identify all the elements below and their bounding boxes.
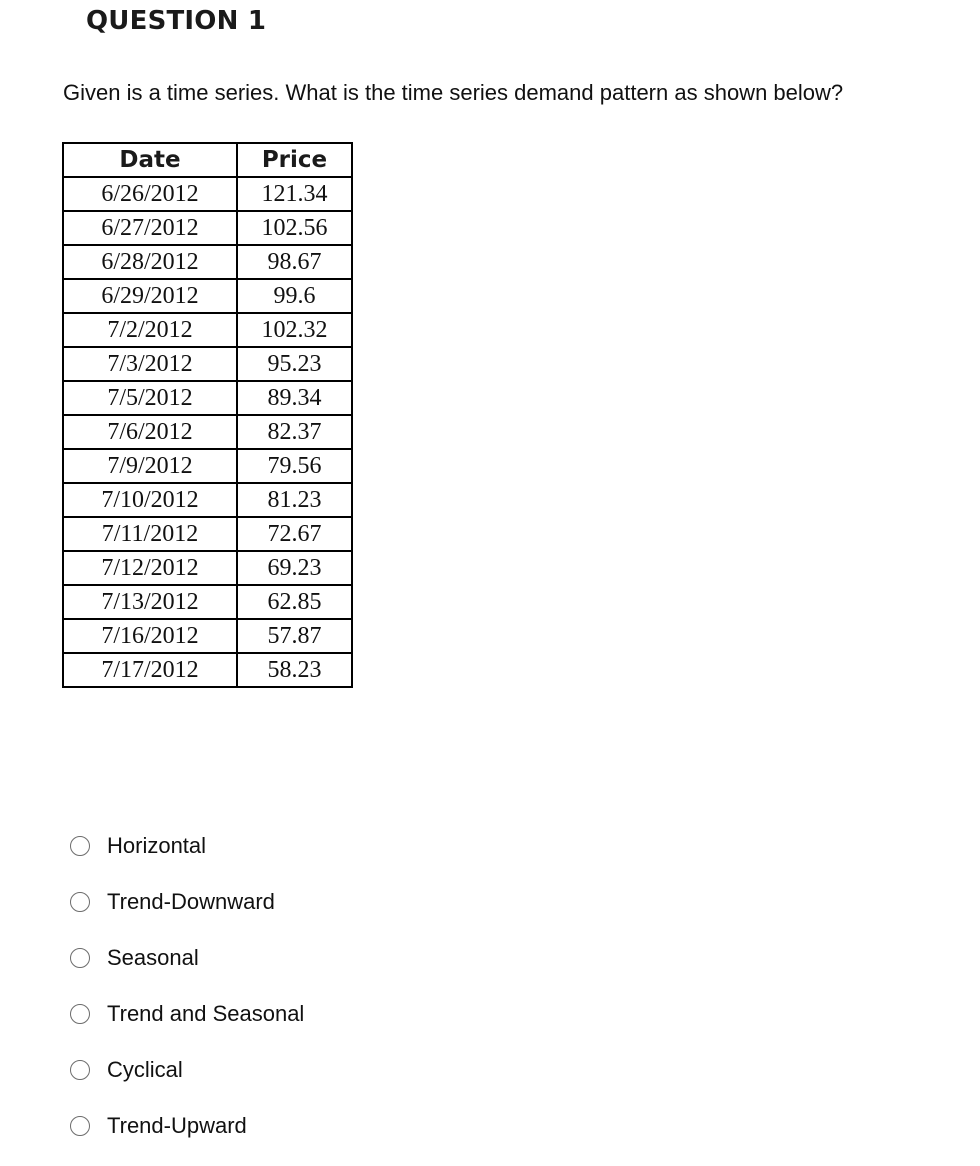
price-cell: 62.85 [237, 585, 352, 619]
radio-button[interactable] [70, 1060, 90, 1080]
price-cell: 57.87 [237, 619, 352, 653]
date-cell: 6/27/2012 [63, 211, 237, 245]
table-row [63, 449, 352, 483]
table-row [63, 483, 352, 517]
table-row [63, 313, 352, 347]
price-cell: 81.23 [237, 483, 352, 517]
price-cell: 102.32 [237, 313, 352, 347]
option-label[interactable]: Trend-Upward [107, 1113, 247, 1138]
price-cell: 82.37 [237, 415, 352, 449]
radio-button[interactable] [70, 892, 90, 912]
date-cell: 6/26/2012 [63, 177, 237, 211]
radio-button[interactable] [70, 1116, 90, 1136]
option-trend-upward[interactable] [70, 1098, 304, 1154]
question-title: QUESTION 1 [86, 6, 267, 36]
date-cell: 7/16/2012 [63, 619, 237, 653]
date-cell: 7/3/2012 [63, 347, 237, 381]
table-row [63, 381, 352, 415]
table-row [63, 585, 352, 619]
price-cell: 95.23 [237, 347, 352, 381]
option-seasonal[interactable] [70, 930, 304, 986]
table-row [63, 177, 352, 211]
date-cell: 7/12/2012 [63, 551, 237, 585]
price-column-header: Price [237, 143, 352, 177]
price-cell: 79.56 [237, 449, 352, 483]
time-series-table [62, 142, 353, 688]
table-row [63, 347, 352, 381]
option-label[interactable]: Seasonal [107, 945, 199, 970]
table-row [63, 517, 352, 551]
answer-options [70, 818, 304, 1154]
question-prompt: Given is a time series. What is the time series demand pattern as shown below? [63, 80, 844, 105]
date-column-header: Date [63, 143, 237, 177]
table-row [63, 211, 352, 245]
date-cell: 7/9/2012 [63, 449, 237, 483]
price-cell: 69.23 [237, 551, 352, 585]
table-row [63, 551, 352, 585]
option-trend-and-seasonal[interactable] [70, 986, 304, 1042]
option-cyclical[interactable] [70, 1042, 304, 1098]
radio-button[interactable] [70, 1004, 90, 1024]
price-cell: 58.23 [237, 653, 352, 687]
option-label[interactable]: Horizontal [107, 833, 207, 858]
option-label[interactable]: Trend-Downward [107, 889, 275, 914]
date-cell: 7/10/2012 [63, 483, 237, 517]
price-cell: 99.6 [237, 279, 352, 313]
table-row [63, 245, 352, 279]
option-horizontal[interactable] [70, 818, 304, 874]
radio-button[interactable] [70, 948, 90, 968]
date-cell: 7/6/2012 [63, 415, 237, 449]
table-row [63, 619, 352, 653]
date-cell: 6/29/2012 [63, 279, 237, 313]
date-cell: 6/28/2012 [63, 245, 237, 279]
table-header-row [63, 143, 352, 177]
date-cell: 7/17/2012 [63, 653, 237, 687]
price-cell: 89.34 [237, 381, 352, 415]
price-cell: 98.67 [237, 245, 352, 279]
option-label[interactable]: Cyclical [107, 1057, 183, 1082]
date-cell: 7/13/2012 [63, 585, 237, 619]
table-row [63, 279, 352, 313]
date-cell: 7/5/2012 [63, 381, 237, 415]
price-cell: 121.34 [237, 177, 352, 211]
table-row [63, 415, 352, 449]
price-cell: 72.67 [237, 517, 352, 551]
option-label[interactable]: Trend and Seasonal [107, 1001, 305, 1026]
radio-button[interactable] [70, 836, 90, 856]
option-trend-downward[interactable] [70, 874, 304, 930]
table-row [63, 653, 352, 687]
date-cell: 7/11/2012 [63, 517, 237, 551]
date-cell: 7/2/2012 [63, 313, 237, 347]
price-cell: 102.56 [237, 211, 352, 245]
